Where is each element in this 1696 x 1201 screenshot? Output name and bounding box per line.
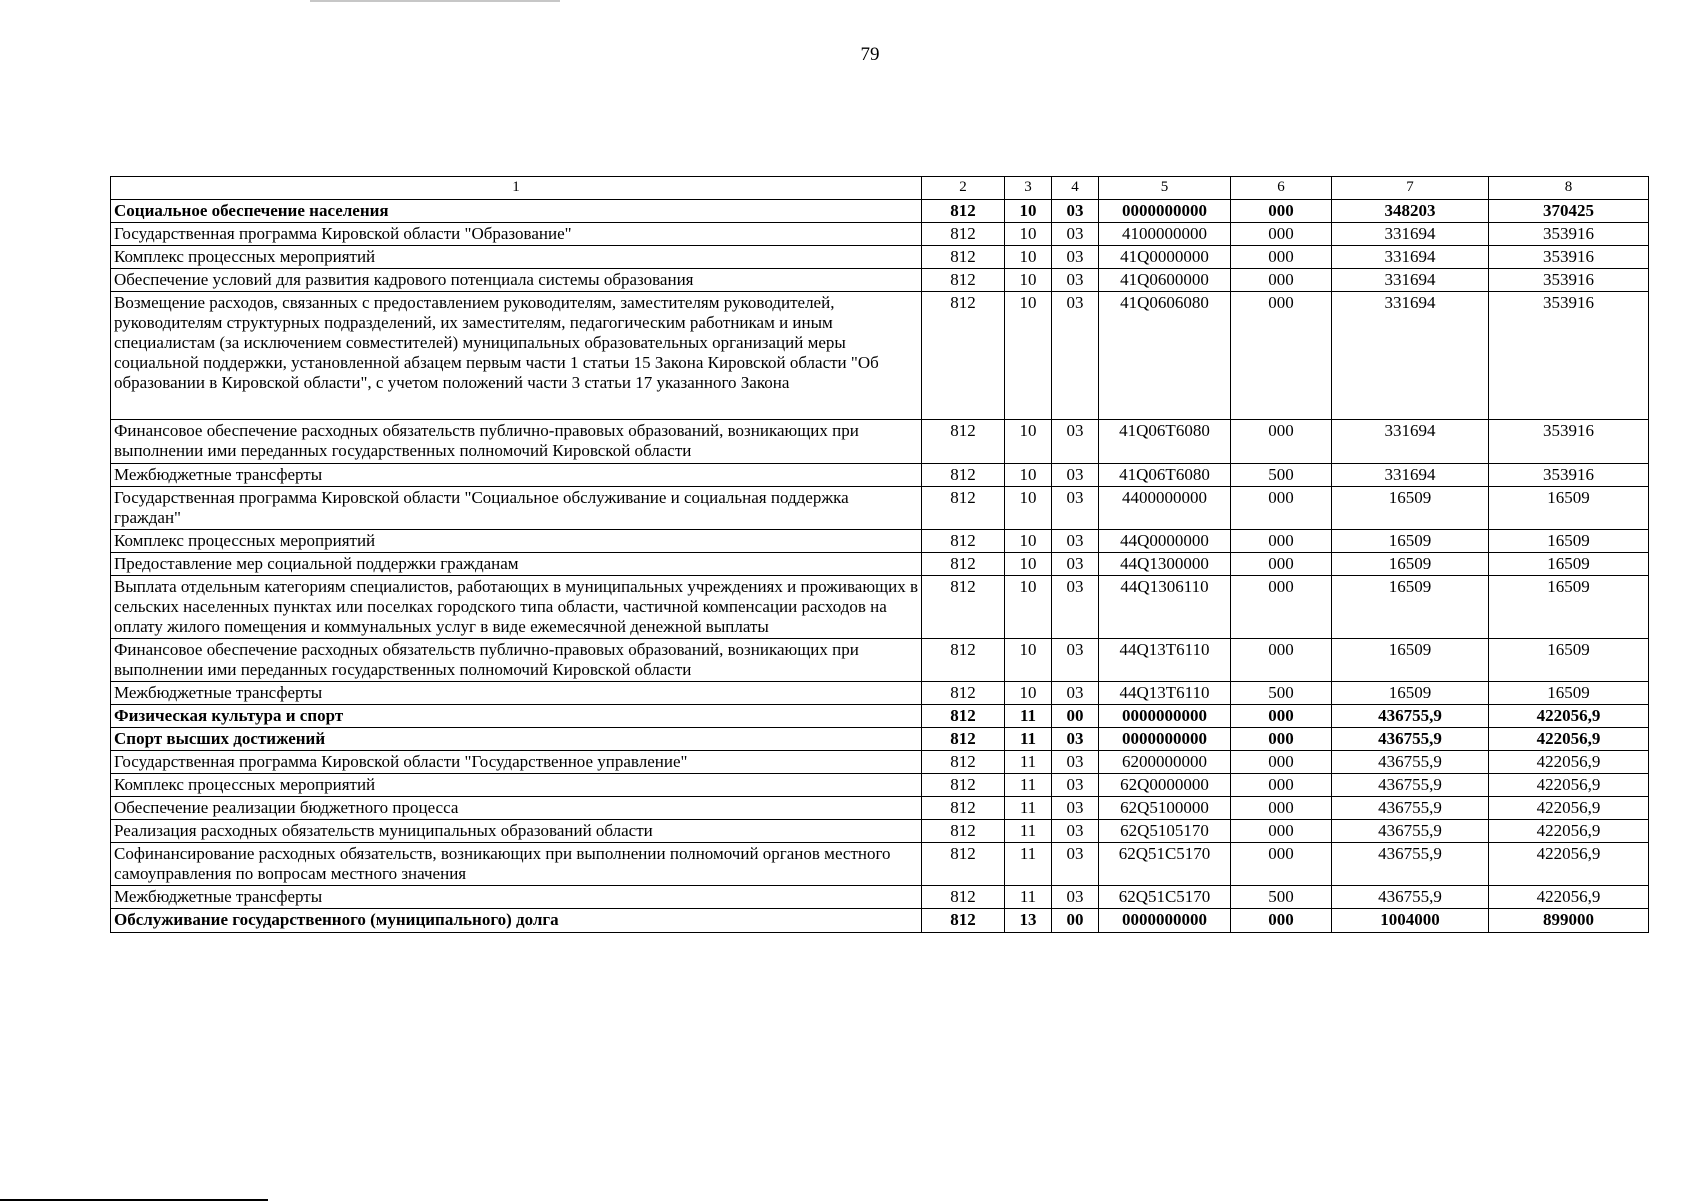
subsection-code-cell: 03 [1052,223,1099,246]
subsection-code-cell: 03 [1052,728,1099,751]
header-cell: 7 [1332,177,1489,200]
subsection-code-cell: 03 [1052,269,1099,292]
section-code-cell: 11 [1005,797,1052,820]
subsection-code-cell: 03 [1052,751,1099,774]
scan-artifact [310,0,560,2]
amount-year2-cell: 353916 [1489,246,1649,269]
table-row [111,223,1649,246]
expense-type-cell: 000 [1231,246,1332,269]
table-row [111,886,1649,909]
amount-year1-cell: 331694 [1332,420,1489,463]
target-article-cell: 44Q13T6110 [1099,681,1231,704]
table-row [111,486,1649,529]
table-row [111,575,1649,638]
subsection-code-cell: 00 [1052,909,1099,932]
expense-type-cell: 500 [1231,463,1332,486]
expense-type-cell: 000 [1231,575,1332,638]
expense-type-cell: 000 [1231,223,1332,246]
table-row [111,751,1649,774]
table-row [111,420,1649,463]
expense-type-cell: 000 [1231,486,1332,529]
target-article-cell: 4100000000 [1099,223,1231,246]
glava-code-cell: 812 [922,681,1005,704]
section-code-cell: 11 [1005,705,1052,728]
section-code-cell: 10 [1005,575,1052,638]
section-code-cell: 10 [1005,681,1052,704]
section-code-cell: 11 [1005,820,1052,843]
glava-code-cell: 812 [922,820,1005,843]
expense-type-cell: 500 [1231,681,1332,704]
table-row [111,820,1649,843]
expense-type-cell: 000 [1231,269,1332,292]
amount-year2-cell: 16509 [1489,486,1649,529]
glava-code-cell: 812 [922,774,1005,797]
amount-year1-cell: 436755,9 [1332,774,1489,797]
item-name-cell: Государственная программа Кировской области "Социальное обслуживание и социальная поддержка граждан" [111,486,922,529]
amount-year2-cell: 16509 [1489,638,1649,681]
expense-type-cell: 000 [1231,529,1332,552]
amount-year2-cell: 422056,9 [1489,751,1649,774]
table-row [111,246,1649,269]
amount-year2-cell: 16509 [1489,681,1649,704]
target-article-cell: 41Q0600000 [1099,269,1231,292]
header-cell: 2 [922,177,1005,200]
glava-code-cell: 812 [922,909,1005,932]
amount-year2-cell: 353916 [1489,223,1649,246]
section-code-cell: 10 [1005,486,1052,529]
amount-year1-cell: 331694 [1332,246,1489,269]
expense-type-cell: 000 [1231,774,1332,797]
item-name-cell: Реализация расходных обязательств муниципальных образований области [111,820,922,843]
glava-code-cell: 812 [922,552,1005,575]
amount-year1-cell: 16509 [1332,529,1489,552]
glava-code-cell: 812 [922,246,1005,269]
glava-code-cell: 812 [922,223,1005,246]
expense-type-cell: 000 [1231,705,1332,728]
page-number: 79 [860,44,880,65]
section-code-cell: 10 [1005,292,1052,420]
glava-code-cell: 812 [922,292,1005,420]
amount-year2-cell: 16509 [1489,529,1649,552]
amount-year2-cell: 16509 [1489,575,1649,638]
section-code-cell: 10 [1005,463,1052,486]
expense-type-cell: 000 [1231,797,1332,820]
item-name-cell: Спорт высших достижений [111,728,922,751]
section-code-cell: 11 [1005,751,1052,774]
amount-year2-cell: 422056,9 [1489,705,1649,728]
item-name-cell: Обеспечение реализации бюджетного процесса [111,797,922,820]
table-row [111,292,1649,420]
table-row [111,463,1649,486]
section-code-cell: 10 [1005,552,1052,575]
item-name-cell: Социальное обеспечение населения [111,200,922,223]
table-row [111,909,1649,932]
expense-type-cell: 000 [1231,820,1332,843]
budget-table [110,176,1649,933]
amount-year1-cell: 436755,9 [1332,843,1489,886]
table-row [111,269,1649,292]
amount-year1-cell: 436755,9 [1332,797,1489,820]
expense-type-cell: 000 [1231,638,1332,681]
item-name-cell: Обслуживание государственного (муниципального) долга [111,909,922,932]
expense-type-cell: 000 [1231,200,1332,223]
subsection-code-cell: 03 [1052,529,1099,552]
amount-year2-cell: 422056,9 [1489,728,1649,751]
glava-code-cell: 812 [922,269,1005,292]
item-name-cell: Комплекс процессных мероприятий [111,774,922,797]
glava-code-cell: 812 [922,420,1005,463]
target-article-cell: 0000000000 [1099,909,1231,932]
table-row [111,681,1649,704]
section-code-cell: 11 [1005,728,1052,751]
amount-year1-cell: 331694 [1332,463,1489,486]
section-code-cell: 11 [1005,843,1052,886]
item-name-cell: Комплекс процессных мероприятий [111,246,922,269]
section-code-cell: 10 [1005,223,1052,246]
subsection-code-cell: 03 [1052,200,1099,223]
table-row [111,774,1649,797]
item-name-cell: Межбюджетные трансферты [111,681,922,704]
amount-year2-cell: 422056,9 [1489,774,1649,797]
header-cell: 6 [1231,177,1332,200]
header-cell: 8 [1489,177,1649,200]
item-name-cell: Обеспечение условий для развития кадрового потенциала системы образования [111,269,922,292]
target-article-cell: 44Q0000000 [1099,529,1231,552]
target-article-cell: 62Q5100000 [1099,797,1231,820]
amount-year1-cell: 16509 [1332,638,1489,681]
target-article-cell: 44Q1306110 [1099,575,1231,638]
item-name-cell: Финансовое обеспечение расходных обязательств публично-правовых образований, возникающих при выполнении ими переданных государственных полномочий Кировской области [111,638,922,681]
table-row [111,728,1649,751]
section-code-cell: 10 [1005,269,1052,292]
table-row [111,200,1649,223]
expense-type-cell: 000 [1231,751,1332,774]
glava-code-cell: 812 [922,575,1005,638]
table-row [111,552,1649,575]
expense-type-cell: 000 [1231,909,1332,932]
target-article-cell: 41Q0000000 [1099,246,1231,269]
subsection-code-cell: 03 [1052,463,1099,486]
subsection-code-cell: 03 [1052,246,1099,269]
amount-year1-cell: 436755,9 [1332,886,1489,909]
item-name-cell: Софинансирование расходных обязательств, возникающих при выполнении полномочий органов местного самоуправления по вопросам местного значения [111,843,922,886]
subsection-code-cell: 03 [1052,843,1099,886]
expense-type-cell: 000 [1231,292,1332,420]
table-row [111,638,1649,681]
amount-year2-cell: 422056,9 [1489,797,1649,820]
glava-code-cell: 812 [922,705,1005,728]
table-row [111,705,1649,728]
target-article-cell: 62Q51C5170 [1099,886,1231,909]
item-name-cell: Выплата отдельным категориям специалистов, работающих в муниципальных учреждениях и проживающих в сельских населенных пунктах или поселках городского типа области, частичной компенсации расходов на оплату жилого помещения и коммунальных услуг в виде ежемесячной денежной выплаты [111,575,922,638]
target-article-cell: 41Q06T6080 [1099,420,1231,463]
item-name-cell: Межбюджетные трансферты [111,463,922,486]
amount-year2-cell: 422056,9 [1489,843,1649,886]
glava-code-cell: 812 [922,751,1005,774]
item-name-cell: Государственная программа Кировской области "Государственное управление" [111,751,922,774]
glava-code-cell: 812 [922,886,1005,909]
amount-year2-cell: 353916 [1489,269,1649,292]
section-code-cell: 10 [1005,529,1052,552]
amount-year1-cell: 16509 [1332,681,1489,704]
target-article-cell: 62Q5105170 [1099,820,1231,843]
amount-year2-cell: 353916 [1489,420,1649,463]
subsection-code-cell: 03 [1052,420,1099,463]
amount-year2-cell: 16509 [1489,552,1649,575]
amount-year1-cell: 331694 [1332,223,1489,246]
target-article-cell: 44Q13T6110 [1099,638,1231,681]
amount-year2-cell: 353916 [1489,292,1649,420]
target-article-cell: 41Q0606080 [1099,292,1231,420]
item-name-cell: Финансовое обеспечение расходных обязательств публично-правовых образований, возникающих при выполнении ими переданных государственных полномочий Кировской области [111,420,922,463]
subsection-code-cell: 03 [1052,638,1099,681]
amount-year1-cell: 331694 [1332,269,1489,292]
subsection-code-cell: 03 [1052,681,1099,704]
subsection-code-cell: 03 [1052,575,1099,638]
amount-year2-cell: 899000 [1489,909,1649,932]
header-cell: 1 [111,177,922,200]
expense-type-cell: 000 [1231,420,1332,463]
subsection-code-cell: 03 [1052,552,1099,575]
amount-year1-cell: 436755,9 [1332,705,1489,728]
expense-type-cell: 000 [1231,552,1332,575]
amount-year2-cell: 370425 [1489,200,1649,223]
target-article-cell: 0000000000 [1099,728,1231,751]
item-name-cell: Комплекс процессных мероприятий [111,529,922,552]
table-row [111,843,1649,886]
amount-year1-cell: 16509 [1332,486,1489,529]
table-row [111,529,1649,552]
subsection-code-cell: 03 [1052,774,1099,797]
section-code-cell: 10 [1005,420,1052,463]
subsection-code-cell: 03 [1052,292,1099,420]
target-article-cell: 44Q1300000 [1099,552,1231,575]
subsection-code-cell: 03 [1052,486,1099,529]
table-row [111,797,1649,820]
item-name-cell: Физическая культура и спорт [111,705,922,728]
amount-year2-cell: 422056,9 [1489,886,1649,909]
target-article-cell: 6200000000 [1099,751,1231,774]
subsection-code-cell: 03 [1052,886,1099,909]
glava-code-cell: 812 [922,463,1005,486]
item-name-cell: Возмещение расходов, связанных с предоставлением руководителям, заместителям руководителей, руководителям структурных подразделений, их заместителям, педагогическим работникам и иным специалистам (за исключением совместителей) муниципальных образовательных организаций меры социальной поддержки, установленной абзацем первым части 1 статьи 15 Закона Кировской области "Об образовании в Кировской области", с учетом положений части 3 статьи 17 указанного Закона [111,292,922,420]
subsection-code-cell: 00 [1052,705,1099,728]
expense-type-cell: 500 [1231,886,1332,909]
amount-year1-cell: 348203 [1332,200,1489,223]
amount-year2-cell: 422056,9 [1489,820,1649,843]
target-article-cell: 62Q51C5170 [1099,843,1231,886]
section-code-cell: 10 [1005,638,1052,681]
section-code-cell: 10 [1005,200,1052,223]
target-article-cell: 41Q06T6080 [1099,463,1231,486]
glava-code-cell: 812 [922,486,1005,529]
header-cell: 4 [1052,177,1099,200]
section-code-cell: 11 [1005,774,1052,797]
item-name-cell: Предоставление мер социальной поддержки гражданам [111,552,922,575]
header-cell: 3 [1005,177,1052,200]
section-code-cell: 10 [1005,246,1052,269]
target-article-cell: 62Q0000000 [1099,774,1231,797]
column-number-header-row [111,177,1649,200]
glava-code-cell: 812 [922,797,1005,820]
amount-year1-cell: 436755,9 [1332,728,1489,751]
amount-year1-cell: 436755,9 [1332,820,1489,843]
subsection-code-cell: 03 [1052,820,1099,843]
target-article-cell: 4400000000 [1099,486,1231,529]
glava-code-cell: 812 [922,529,1005,552]
expense-type-cell: 000 [1231,728,1332,751]
section-code-cell: 11 [1005,886,1052,909]
glava-code-cell: 812 [922,638,1005,681]
amount-year2-cell: 353916 [1489,463,1649,486]
amount-year1-cell: 16509 [1332,552,1489,575]
target-article-cell: 0000000000 [1099,705,1231,728]
amount-year1-cell: 16509 [1332,575,1489,638]
item-name-cell: Государственная программа Кировской области "Образование" [111,223,922,246]
item-name-cell: Межбюджетные трансферты [111,886,922,909]
subsection-code-cell: 03 [1052,797,1099,820]
amount-year1-cell: 331694 [1332,292,1489,420]
section-code-cell: 13 [1005,909,1052,932]
header-cell: 5 [1099,177,1231,200]
glava-code-cell: 812 [922,728,1005,751]
expense-type-cell: 000 [1231,843,1332,886]
glava-code-cell: 812 [922,200,1005,223]
amount-year1-cell: 1004000 [1332,909,1489,932]
amount-year1-cell: 436755,9 [1332,751,1489,774]
glava-code-cell: 812 [922,843,1005,886]
target-article-cell: 0000000000 [1099,200,1231,223]
